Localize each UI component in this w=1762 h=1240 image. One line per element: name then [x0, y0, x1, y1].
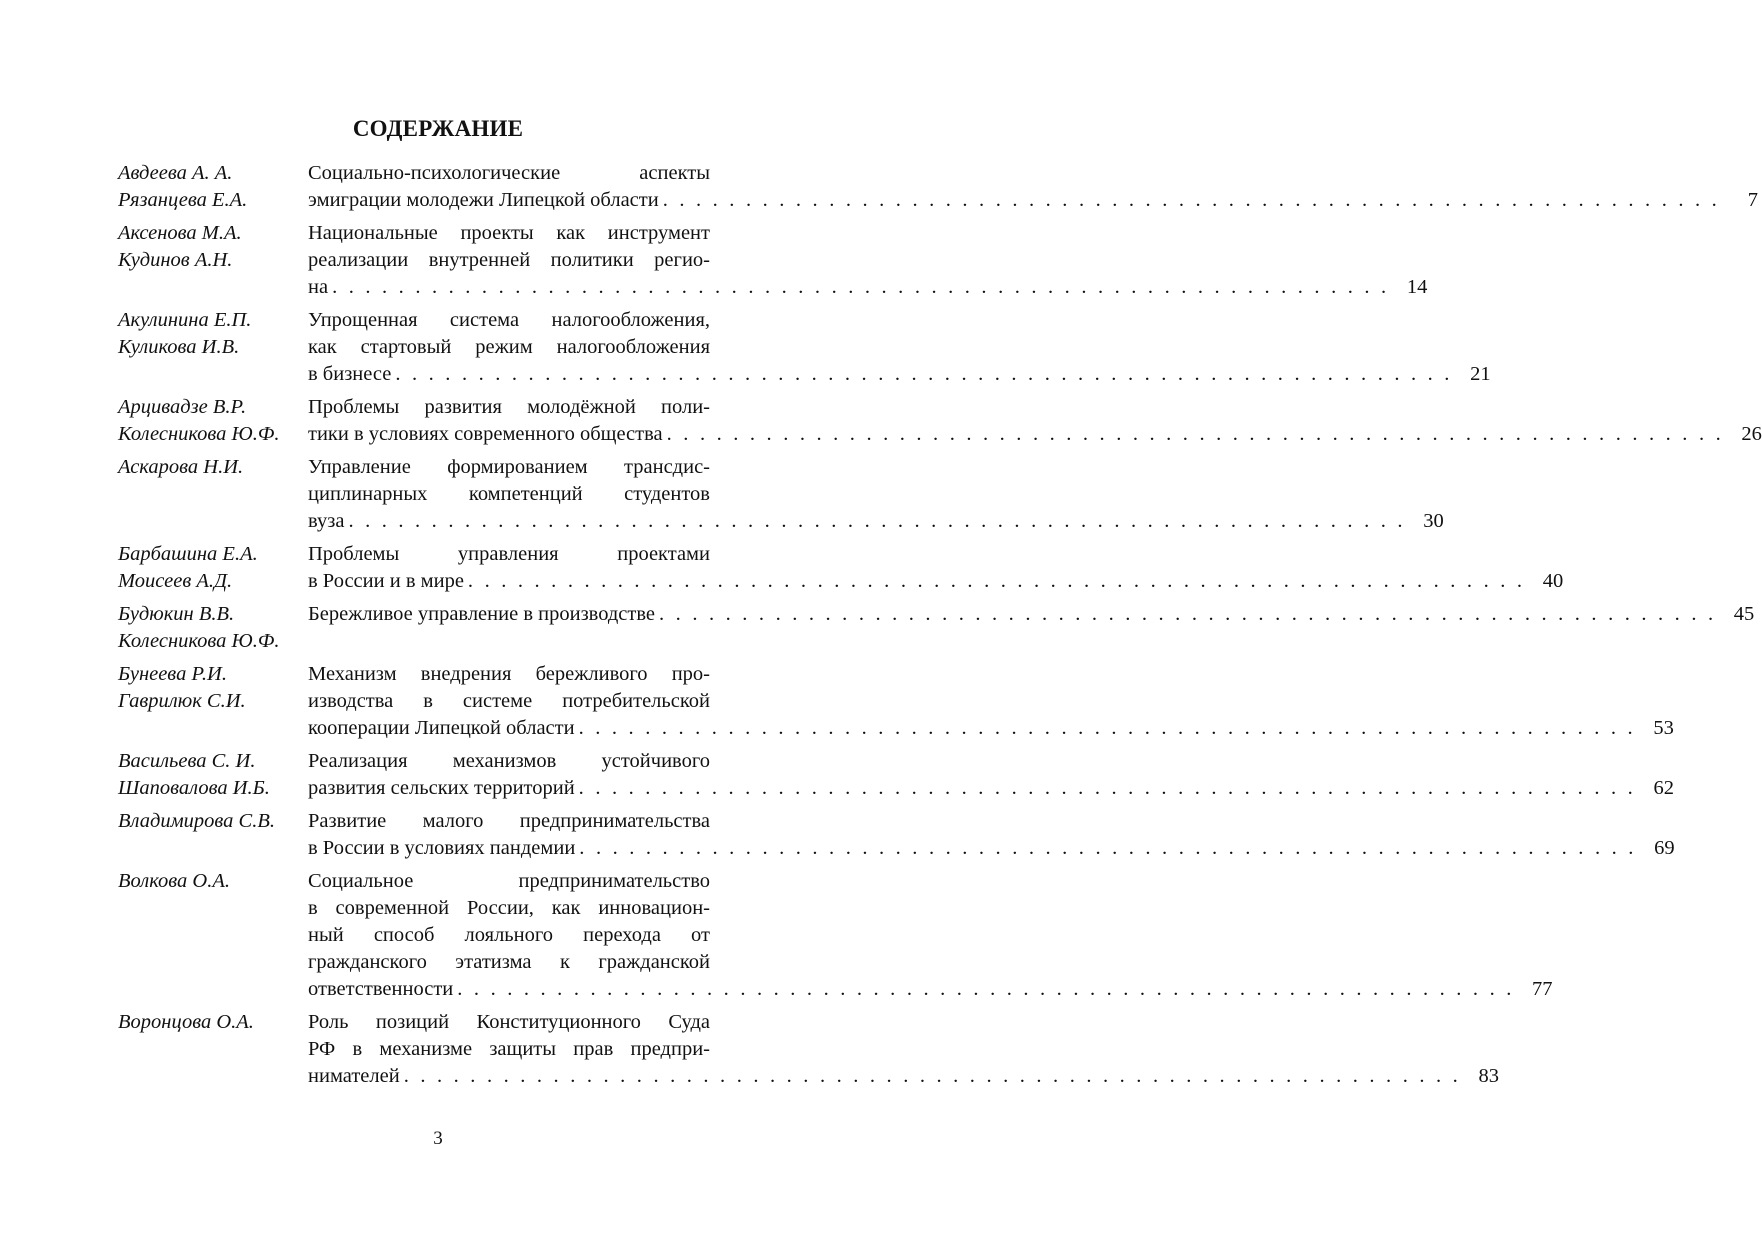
- toc-entry: [118, 868, 1553, 1003]
- toc-entry-title: [308, 394, 1762, 448]
- title-line: Роль позиций Конституционного Суда: [308, 1011, 710, 1033]
- toc-entry-authors: [118, 808, 308, 835]
- title-line: в бизнесе: [308, 363, 392, 385]
- title-line: в России в условиях пандемии: [308, 837, 576, 859]
- title-line: Социально-психологические аспекты: [308, 162, 710, 184]
- dot-leader: . . . . . . . . . . . . . . . . . . . . . . . . . . . . . . . . . . . . . . . . . . . . . . . . . . . . . . . . . . . . . . . .: [395, 363, 1453, 385]
- dot-leader: . . . . . . . . . . . . . . . . . . . . . . . . . . . . . . . . . . . . . . . . . . . . . . . . . . . . . . . . . . . . . . . .: [403, 1065, 1461, 1087]
- title-last-line: [308, 1063, 1499, 1090]
- title-line: ответственности: [308, 978, 454, 1000]
- title-last-line: [308, 601, 1755, 628]
- author-name: Моисеев А.Д.: [118, 570, 233, 592]
- author-name: Бунеева Р.И.: [118, 663, 227, 685]
- title-last-line: [308, 715, 1674, 742]
- toc-entry-authors: [118, 601, 308, 655]
- title-line: циплинарных компетенций студентов: [308, 483, 710, 505]
- title-line: в современной России, как инновацион-: [308, 897, 710, 919]
- dot-leader: . . . . . . . . . . . . . . . . . . . . . . . . . . . . . . . . . . . . . . . . . . . . . . . . . . . . . . . . . . . . . . . .: [348, 510, 1406, 532]
- toc-entry: [118, 1009, 1499, 1090]
- title-last-line: [308, 568, 1564, 595]
- toc-entry-title: [308, 220, 1428, 301]
- toc-page-number: 14: [1406, 276, 1428, 298]
- title-line: Управление формированием трансдис-: [308, 456, 710, 478]
- toc-entry-authors: [118, 541, 308, 595]
- dot-leader: . . . . . . . . . . . . . . . . . . . . . . . . . . . . . . . . . . . . . . . . . . . . . . . . . . . . . . . . . . . . . . . .: [666, 423, 1724, 445]
- title-last-line: [308, 508, 1444, 535]
- toc-entry-title: [308, 808, 1675, 862]
- title-last-line: [308, 835, 1675, 862]
- table-of-contents: [118, 160, 1762, 1096]
- author-name: Акулинина Е.П.: [118, 309, 252, 331]
- toc-entry: [118, 808, 1675, 862]
- title-line: нимателей: [308, 1065, 400, 1087]
- toc-entry-title: [308, 454, 1444, 535]
- toc-page-number: 69: [1654, 837, 1675, 859]
- author-name: Колесникова Ю.Ф.: [118, 630, 280, 652]
- author-name: Воронцова О.А.: [118, 1011, 254, 1033]
- dot-leader: . . . . . . . . . . . . . . . . . . . . . . . . . . . . . . . . . . . . . . . . . . . . . . . . . . . . . . . . . . . . . . . .: [662, 189, 1720, 211]
- title-line: эмиграции молодежи Липецкой области: [308, 189, 659, 211]
- title-line: Проблемы развития молодёжной поли-: [308, 396, 710, 418]
- author-name: Колесникова Ю.Ф.: [118, 423, 280, 445]
- toc-entry: [118, 601, 1755, 655]
- toc-page-number: 40: [1542, 570, 1564, 592]
- author-name: Кудинов А.Н.: [118, 249, 233, 271]
- toc-entry: [118, 748, 1674, 802]
- toc-entry: [118, 454, 1444, 535]
- toc-page-number: 83: [1478, 1065, 1499, 1087]
- toc-entry-authors: [118, 394, 308, 448]
- title-line: в России и в мире: [308, 570, 464, 592]
- toc-page-number: 62: [1653, 777, 1674, 799]
- author-name: Рязанцева Е.А.: [118, 189, 248, 211]
- author-name: Барбашина Е.А.: [118, 543, 258, 565]
- toc-entry-authors: [118, 307, 308, 361]
- toc-entry-authors: [118, 454, 308, 481]
- author-name: Владимирова С.В.: [118, 810, 275, 832]
- toc-entry-authors: [118, 220, 308, 274]
- title-line: тики в условиях современного общества: [308, 423, 663, 445]
- toc-page-number: 26: [1741, 423, 1762, 445]
- toc-entry-title: [308, 748, 1674, 802]
- title-last-line: [308, 976, 1553, 1003]
- toc-entry-title: [308, 541, 1564, 595]
- toc-entry-authors: [118, 748, 308, 802]
- dot-leader: . . . . . . . . . . . . . . . . . . . . . . . . . . . . . . . . . . . . . . . . . . . . . . . . . . . . . . . . . . . . . . . .: [579, 837, 1637, 859]
- dot-leader: . . . . . . . . . . . . . . . . . . . . . . . . . . . . . . . . . . . . . . . . . . . . . . . . . . . . . . . . . . . . . . . .: [457, 978, 1515, 1000]
- title-line: развития сельских территорий: [308, 777, 575, 799]
- dot-leader: . . . . . . . . . . . . . . . . . . . . . . . . . . . . . . . . . . . . . . . . . . . . . . . . . . . . . . . . . . . . . . . .: [332, 276, 1390, 298]
- toc-entry-authors: [118, 661, 308, 715]
- toc-entry-authors: [118, 868, 308, 895]
- toc-page-number: 45: [1733, 603, 1755, 625]
- title-line: гражданского этатизма к гражданской: [308, 951, 710, 973]
- title-line: Бережливое управление в производстве: [308, 603, 656, 625]
- title-line: изводства в системе потребительской: [308, 690, 710, 712]
- author-name: Аскарова Н.И.: [118, 456, 244, 478]
- toc-entry: [118, 307, 1491, 388]
- dot-leader: . . . . . . . . . . . . . . . . . . . . . . . . . . . . . . . . . . . . . . . . . . . . . . . . . . . . . . . . . . . . . . . .: [578, 777, 1636, 799]
- title-line: как стартовый режим налогообложения: [308, 336, 710, 358]
- toc-page-number: 7: [1747, 189, 1758, 211]
- toc-page-number: 21: [1470, 363, 1491, 385]
- title-line: РФ в механизме защиты прав предпри-: [308, 1038, 710, 1060]
- title-last-line: [308, 274, 1428, 301]
- title-line: реализации внутренней политики регио-: [308, 249, 710, 271]
- dot-leader: . . . . . . . . . . . . . . . . . . . . . . . . . . . . . . . . . . . . . . . . . . . . . . . . . . . . . . . . . . . . . . . .: [578, 717, 1636, 739]
- toc-entry-title: [308, 601, 1755, 628]
- title-line: Проблемы управления проектами: [308, 543, 710, 565]
- toc-entry: [118, 394, 1762, 448]
- author-name: Аксенова М.А.: [118, 222, 242, 244]
- title-line: ный способ лояльного перехода от: [308, 924, 710, 946]
- page-title: СОДЕРЖАНИЕ: [352, 116, 524, 141]
- title-line: Социальное предпринимательство: [308, 870, 710, 892]
- author-name: Будюкин В.В.: [118, 603, 235, 625]
- page-number: 3: [433, 1128, 443, 1149]
- toc-page-number: 30: [1423, 510, 1444, 532]
- author-name: Шаповалова И.Б.: [118, 777, 270, 799]
- title-last-line: [308, 775, 1674, 802]
- title-line: Механизм внедрения бережливого про-: [308, 663, 710, 685]
- author-name: Волкова О.А.: [118, 870, 230, 892]
- author-name: Куликова И.В.: [118, 336, 240, 358]
- toc-entry-title: [308, 1009, 1499, 1090]
- toc-entry-title: [308, 868, 1553, 1003]
- toc-entry: [118, 661, 1674, 742]
- toc-entry: [118, 541, 1564, 595]
- title-line: Упрощенная система налогообложения,: [308, 309, 710, 331]
- toc-entry: [118, 160, 1758, 214]
- title-last-line: [308, 421, 1762, 448]
- title-last-line: [308, 187, 1758, 214]
- title-line: Реализация механизмов устойчивого: [308, 750, 710, 772]
- title-line: Национальные проекты как инструмент: [308, 222, 710, 244]
- toc-entry: [118, 220, 1428, 301]
- author-name: Авдеева А. А.: [118, 162, 233, 184]
- toc-page-number: 53: [1653, 717, 1674, 739]
- author-name: Гаврилюк С.И.: [118, 690, 246, 712]
- author-name: Васильева С. И.: [118, 750, 256, 772]
- toc-entry-title: [308, 307, 1491, 388]
- toc-entry-title: [308, 160, 1758, 214]
- title-line: на: [308, 276, 329, 298]
- toc-entry-title: [308, 661, 1674, 742]
- title-line: вуза: [308, 510, 345, 532]
- dot-leader: . . . . . . . . . . . . . . . . . . . . . . . . . . . . . . . . . . . . . . . . . . . . . . . . . . . . . . . . . . . . . . . .: [467, 570, 1526, 592]
- title-line: Развитие малого предпринимательства: [308, 810, 710, 832]
- author-name: Арцивадзе В.Р.: [118, 396, 247, 418]
- dot-leader: . . . . . . . . . . . . . . . . . . . . . . . . . . . . . . . . . . . . . . . . . . . . . . . . . . . . . . . . . . . . . . . .: [659, 603, 1717, 625]
- toc-entry-authors: [118, 160, 308, 214]
- title-line: кооперации Липецкой области: [308, 717, 575, 739]
- title-last-line: [308, 361, 1491, 388]
- toc-entry-authors: [118, 1009, 308, 1036]
- toc-page-number: 77: [1532, 978, 1553, 1000]
